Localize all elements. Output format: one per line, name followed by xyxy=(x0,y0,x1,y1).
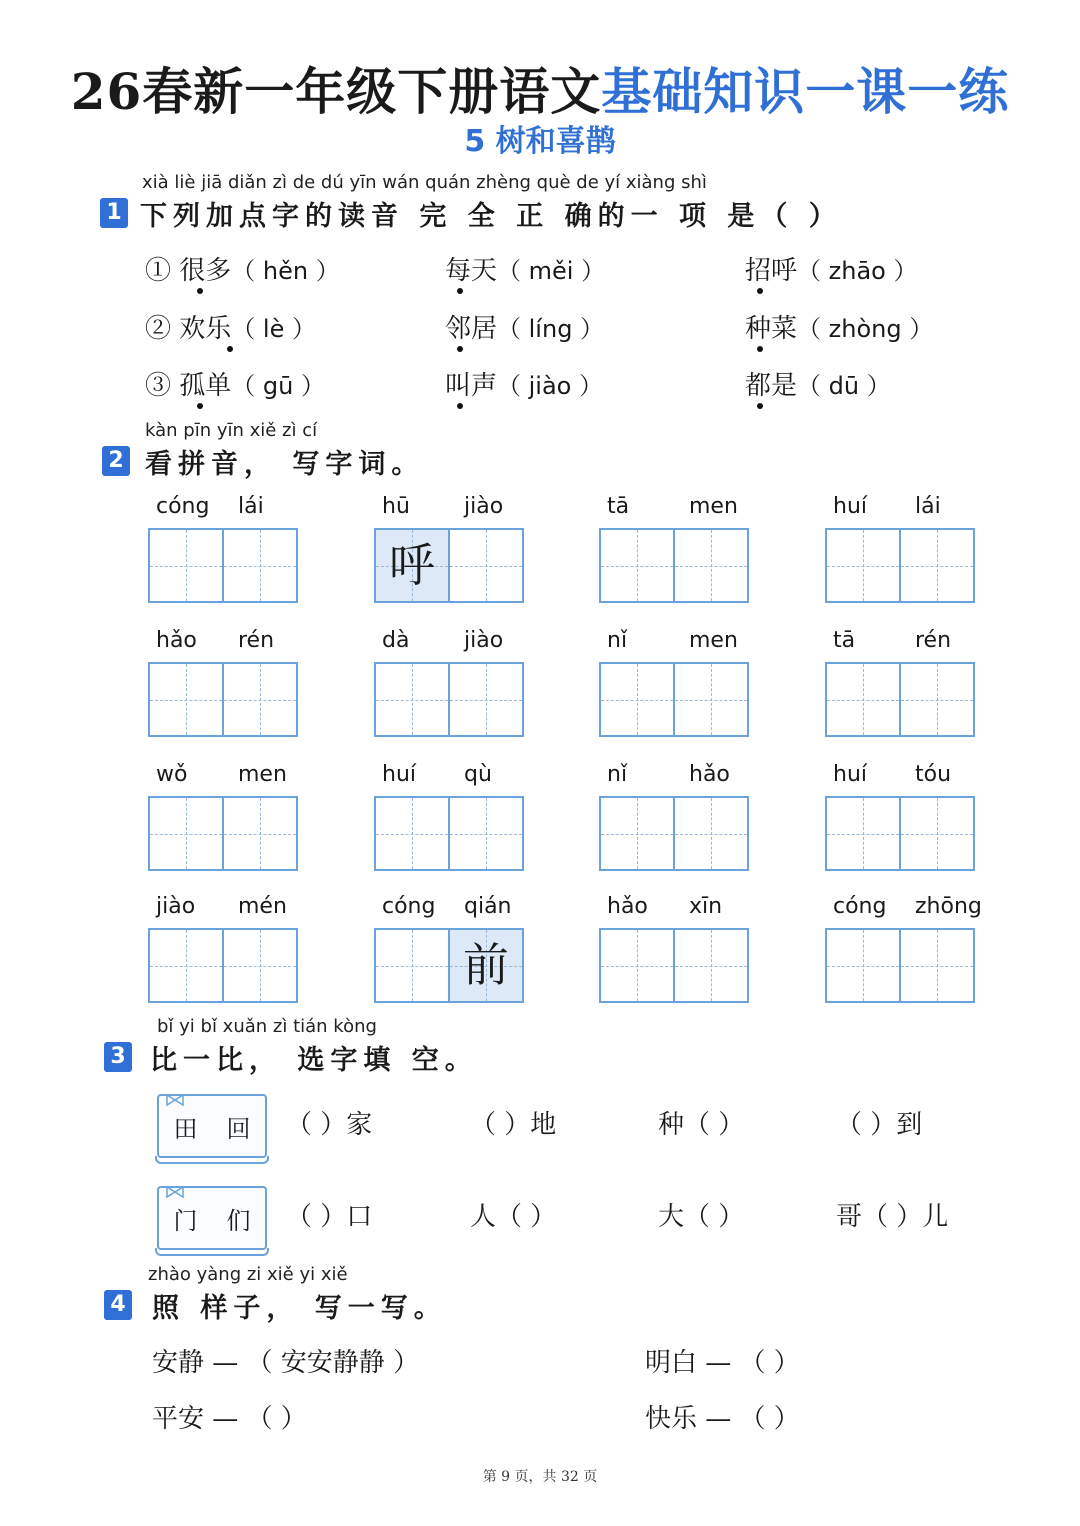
q1-option-word: 种菜 xyxy=(745,314,798,344)
writing-cell[interactable] xyxy=(448,664,522,735)
pinyin-label: huí xyxy=(833,762,867,787)
writing-cell[interactable] xyxy=(673,798,747,869)
pinyin-label: men xyxy=(689,494,738,519)
emphasis-dot xyxy=(457,288,463,294)
q1-option-pinyin: （ zhāo ） xyxy=(797,257,918,285)
writing-cell[interactable] xyxy=(222,930,296,1001)
q1-option-pinyin: （ zhòng ） xyxy=(797,315,934,343)
writing-cell[interactable] xyxy=(222,798,296,869)
writing-cell[interactable] xyxy=(150,798,222,869)
writing-cell[interactable] xyxy=(376,930,448,1001)
writing-cell[interactable] xyxy=(601,930,673,1001)
writing-grid[interactable] xyxy=(599,796,749,871)
q1-option-pinyin: （ líng ） xyxy=(497,315,605,343)
pinyin-label: hǎo xyxy=(607,894,648,919)
pinyin-label: nǐ xyxy=(607,628,628,653)
writing-cell[interactable] xyxy=(222,530,296,601)
writing-grid[interactable] xyxy=(148,928,298,1003)
q1-option-word: 每天 xyxy=(445,256,498,286)
writing-cell[interactable] xyxy=(150,930,222,1001)
writing-grid[interactable] xyxy=(148,662,298,737)
q4-answer[interactable]: — （ ） xyxy=(697,1348,800,1378)
writing-cell[interactable] xyxy=(150,664,222,735)
pinyin-label: cóng xyxy=(156,494,210,519)
writing-cell[interactable] xyxy=(448,930,522,1001)
pinyin-label: huí xyxy=(382,762,416,787)
q1-prompt: 下列加点字的读音 完 全 正 确的一 项 是（ ） xyxy=(140,201,842,232)
pinyin-label: jiào xyxy=(156,894,196,919)
emphasis-dot xyxy=(457,346,463,352)
q4-item[interactable] xyxy=(645,1342,800,1379)
writing-grid[interactable] xyxy=(599,528,749,603)
choice-character: 们 xyxy=(226,1206,251,1235)
pinyin-label: hǎo xyxy=(689,762,730,787)
title-part1: 26春新一年级下册语文 xyxy=(70,62,602,121)
character-book xyxy=(157,1094,267,1158)
q1-option-word: 很多 xyxy=(179,256,232,286)
ribbon-icon xyxy=(165,1084,185,1096)
writing-cell[interactable] xyxy=(601,530,673,601)
writing-grid[interactable] xyxy=(825,528,975,603)
writing-grid[interactable] xyxy=(148,796,298,871)
page-title xyxy=(0,52,1080,124)
q1-option[interactable] xyxy=(445,308,604,345)
q4-prompt: 照 样子， 写一写。 xyxy=(152,1293,447,1324)
emphasis-dot xyxy=(457,403,463,409)
q4-word: 安静 xyxy=(152,1348,205,1378)
q1-option-label: ① xyxy=(145,256,180,286)
writing-cell[interactable] xyxy=(827,798,899,869)
fill-blank[interactable]: 种（ ） xyxy=(658,1110,745,1140)
writing-cell[interactable] xyxy=(673,530,747,601)
q3-number: 3 xyxy=(104,1042,132,1072)
q1-number: 1 xyxy=(100,198,128,228)
q1-option-word: 邻居 xyxy=(445,314,498,344)
written-character: 呼 xyxy=(389,538,435,592)
q1-option[interactable] xyxy=(745,250,917,287)
fill-blank[interactable]: （ ）地 xyxy=(470,1110,557,1140)
writing-grid[interactable] xyxy=(374,928,524,1003)
q4-item[interactable] xyxy=(152,1342,419,1379)
pinyin-label: qián xyxy=(464,894,512,919)
emphasis-dot xyxy=(197,288,203,294)
q2-number: 2 xyxy=(102,446,130,476)
q1-pinyin: xià liè jiā diǎn zì de dú yīn wán quán zhèng què de yí xiàng shì xyxy=(142,172,707,193)
fill-blank[interactable]: 大（ ） xyxy=(658,1202,745,1232)
choice-character: 门 xyxy=(173,1206,198,1235)
pinyin-label: lái xyxy=(915,494,941,519)
emphasis-dot xyxy=(757,346,763,352)
writing-cell[interactable] xyxy=(601,798,673,869)
pinyin-label: tā xyxy=(607,494,630,519)
q4-word: 明白 xyxy=(645,1348,698,1378)
pinyin-label: qù xyxy=(464,762,492,787)
writing-cell[interactable] xyxy=(376,664,448,735)
q1-option[interactable] xyxy=(145,308,316,345)
q2-pinyin: kàn pīn yīn xiě zì cí xyxy=(145,420,318,441)
q1-option[interactable] xyxy=(145,365,325,402)
character-book xyxy=(157,1186,267,1250)
emphasis-dot xyxy=(227,346,233,352)
q1-option-word: 都是 xyxy=(745,371,798,401)
written-character: 前 xyxy=(463,938,509,992)
q1-option-word: 欢乐 xyxy=(179,314,232,344)
pinyin-label: jiào xyxy=(464,494,504,519)
writing-cell[interactable] xyxy=(673,664,747,735)
q4-word: 快乐 xyxy=(645,1404,698,1434)
pinyin-label: xīn xyxy=(689,894,723,919)
writing-grid[interactable] xyxy=(825,796,975,871)
choice-character: 田 xyxy=(173,1114,198,1143)
q1-option[interactable] xyxy=(445,250,605,287)
q1-option-word: 孤单 xyxy=(179,371,232,401)
writing-cell[interactable] xyxy=(673,930,747,1001)
q1-option-label: ② xyxy=(145,314,180,344)
q1-option[interactable] xyxy=(145,250,340,287)
writing-cell[interactable] xyxy=(376,530,448,601)
ribbon-icon xyxy=(165,1176,185,1188)
writing-cell[interactable] xyxy=(899,930,973,1001)
fill-blank[interactable]: 哥（ ）儿 xyxy=(836,1202,949,1232)
q1-option-pinyin: （ gū ） xyxy=(231,372,325,400)
q1-option-pinyin: （ jiào ） xyxy=(497,372,603,400)
emphasis-dot xyxy=(757,288,763,294)
pinyin-label: rén xyxy=(915,628,952,653)
title-part2: 基础知识一课一练 xyxy=(601,62,1010,121)
q1-option-word: 招呼 xyxy=(745,256,798,286)
writing-grid[interactable] xyxy=(374,662,524,737)
q1-option[interactable] xyxy=(745,365,891,402)
writing-cell[interactable] xyxy=(150,530,222,601)
q4-number: 4 xyxy=(104,1290,132,1320)
q4-answer[interactable]: — （ 安安静静 ） xyxy=(204,1348,420,1378)
writing-cell[interactable] xyxy=(448,798,522,869)
writing-cell[interactable] xyxy=(376,798,448,869)
pinyin-label: tóu xyxy=(915,762,952,787)
pinyin-label: mén xyxy=(238,894,287,919)
pinyin-label: hū xyxy=(382,494,410,519)
q4-answer[interactable]: — （ ） xyxy=(697,1404,800,1434)
writing-cell[interactable] xyxy=(222,664,296,735)
writing-cell[interactable] xyxy=(827,930,899,1001)
fill-blank[interactable]: （ ）口 xyxy=(286,1202,373,1232)
q1-option-pinyin: （ hěn ） xyxy=(231,257,340,285)
emphasis-dot xyxy=(757,403,763,409)
q1-option[interactable] xyxy=(445,365,603,402)
writing-cell[interactable] xyxy=(448,530,522,601)
q1-option-pinyin: （ dū ） xyxy=(797,372,891,400)
pinyin-label: dà xyxy=(382,628,410,653)
pinyin-label: lái xyxy=(238,494,264,519)
writing-grid[interactable] xyxy=(599,662,749,737)
writing-grid[interactable] xyxy=(374,528,524,603)
writing-grid[interactable] xyxy=(599,928,749,1003)
q2-prompt: 看拼音， 写字词。 xyxy=(145,449,425,480)
fill-blank[interactable]: 人（ ） xyxy=(470,1202,557,1232)
writing-grid[interactable] xyxy=(825,662,975,737)
q4-item[interactable] xyxy=(152,1398,307,1435)
pinyin-label: hǎo xyxy=(156,628,197,653)
q3-pinyin: bǐ yi bǐ xuǎn zì tián kòng xyxy=(157,1016,377,1037)
pinyin-label: wǒ xyxy=(156,762,188,787)
fill-blank[interactable]: （ ）家 xyxy=(286,1110,373,1140)
page-footer: 第 9 页，共 32 页 xyxy=(482,1469,598,1485)
q1-option-pinyin: （ lè ） xyxy=(231,315,316,343)
writing-cell[interactable] xyxy=(899,798,973,869)
q3-prompt: 比一比， 选字填 空。 xyxy=(150,1045,478,1076)
pinyin-label: cóng xyxy=(382,894,436,919)
q4-pinyin: zhào yàng zi xiě yi xiě xyxy=(148,1264,348,1285)
pinyin-label: rén xyxy=(238,628,275,653)
writing-cell[interactable] xyxy=(601,664,673,735)
q1-option-pinyin: （ měi ） xyxy=(497,257,606,285)
q4-item[interactable] xyxy=(645,1398,800,1435)
q1-option-label: ③ xyxy=(145,371,180,401)
writing-grid[interactable] xyxy=(148,528,298,603)
emphasis-dot xyxy=(197,403,203,409)
writing-cell[interactable] xyxy=(827,530,899,601)
q1-option[interactable] xyxy=(745,308,933,345)
writing-cell[interactable] xyxy=(899,664,973,735)
choice-character: 回 xyxy=(226,1114,251,1143)
writing-cell[interactable] xyxy=(827,664,899,735)
fill-blank[interactable]: （ ）到 xyxy=(836,1110,923,1140)
pinyin-label: huí xyxy=(833,494,867,519)
pinyin-label: jiào xyxy=(464,628,504,653)
q1-option-word: 叫声 xyxy=(445,371,498,401)
writing-grid[interactable] xyxy=(374,796,524,871)
writing-grid[interactable] xyxy=(825,928,975,1003)
pinyin-label: nǐ xyxy=(607,762,628,787)
pinyin-label: cóng xyxy=(833,894,887,919)
lesson-title: 5 树和喜鹊 xyxy=(464,124,616,159)
pinyin-label: tā xyxy=(833,628,856,653)
pinyin-label: men xyxy=(689,628,738,653)
pinyin-label: zhōng xyxy=(915,894,982,919)
pinyin-label: men xyxy=(238,762,287,787)
q4-answer[interactable]: — （ ） xyxy=(204,1404,307,1434)
q4-word: 平安 xyxy=(152,1404,205,1434)
writing-cell[interactable] xyxy=(899,530,973,601)
